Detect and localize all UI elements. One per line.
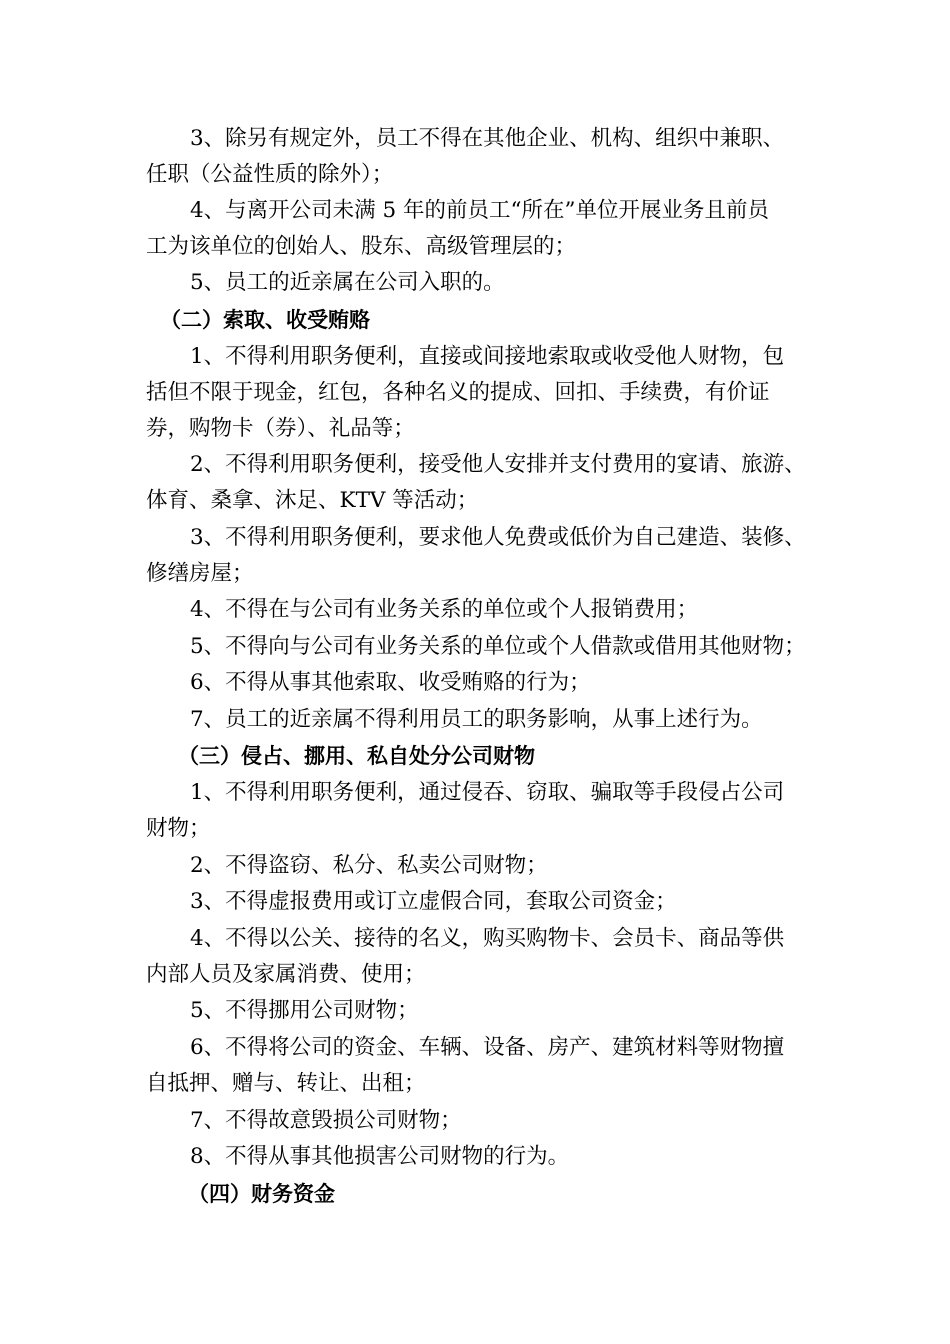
paragraph-line: 2、不得盗窃、私分、私卖公司财物；: [190, 853, 548, 878]
paragraph-line: 体育、桑拿、沐足、KTV 等活动；: [146, 488, 479, 513]
paragraph-line: 3、除另有规定外，员工不得在其他企业、机构、组织中兼职、: [190, 126, 785, 151]
paragraph-line: 5、不得挪用公司财物；: [190, 998, 419, 1023]
section-heading: （三）侵占、挪用、私自处分公司财物: [178, 744, 535, 768]
paragraph-line: 4、与离开公司未满 5 年的前员工“所在”单位开展业务且前员: [190, 198, 770, 223]
paragraph-line: 任职（公益性质的除外）；: [146, 162, 394, 187]
paragraph-line: 1、不得利用职务便利，直接或间接地索取或收受他人财物，包: [190, 344, 785, 369]
paragraph-line: 1、不得利用职务便利，通过侵吞、窃取、骗取等手段侵占公司: [190, 780, 785, 805]
paragraph-line: 8、不得从事其他损害公司财物的行为。: [190, 1144, 570, 1169]
paragraph-line: 4、不得在与公司有业务关系的单位或个人报销费用；: [190, 597, 699, 622]
paragraph-line: 财物；: [146, 816, 211, 841]
paragraph-line: 自抵押、赠与、转让、出租；: [146, 1071, 426, 1096]
paragraph-line: 3、不得利用职务便利，要求他人免费或低价为自己建造、装修、: [190, 525, 806, 550]
paragraph-line: 修缮房屋；: [146, 561, 254, 586]
paragraph-line: 2、不得利用职务便利，接受他人安排并支付费用的宴请、旅游、: [190, 452, 806, 477]
paragraph-line: 括但不限于现金，红包，各种名义的提成、回扣、手续费，有价证: [146, 380, 770, 405]
paragraph-line: 4、不得以公关、接待的名义，购买购物卡、会员卡、商品等供: [190, 926, 785, 951]
section-heading: （二）索取、收受贿赂: [160, 308, 370, 332]
paragraph-line: 5、员工的近亲属在公司入职的。: [190, 270, 505, 295]
paragraph-line: 6、不得从事其他索取、收受贿赂的行为；: [190, 670, 591, 695]
paragraph-line: 7、不得故意毁损公司财物；: [190, 1108, 462, 1133]
paragraph-line: 内部人员及家属消费、使用；: [146, 962, 426, 987]
paragraph-line: 7、员工的近亲属不得利用员工的职务影响，从事上述行为。: [190, 707, 763, 732]
section-heading: （四）财务资金: [188, 1182, 335, 1206]
paragraph-line: 6、不得将公司的资金、车辆、设备、房产、建筑材料等财物擅: [190, 1035, 785, 1060]
paragraph-line: 5、不得向与公司有业务关系的单位或个人借款或借用其他财物；: [190, 634, 806, 659]
paragraph-line: 券，购物卡（券）、礼品等；: [146, 416, 415, 441]
paragraph-line: 工为该单位的创始人、股东、高级管理层的；: [146, 234, 577, 259]
paragraph-line: 3、不得虚报费用或订立虚假合同，套取公司资金；: [190, 889, 677, 914]
